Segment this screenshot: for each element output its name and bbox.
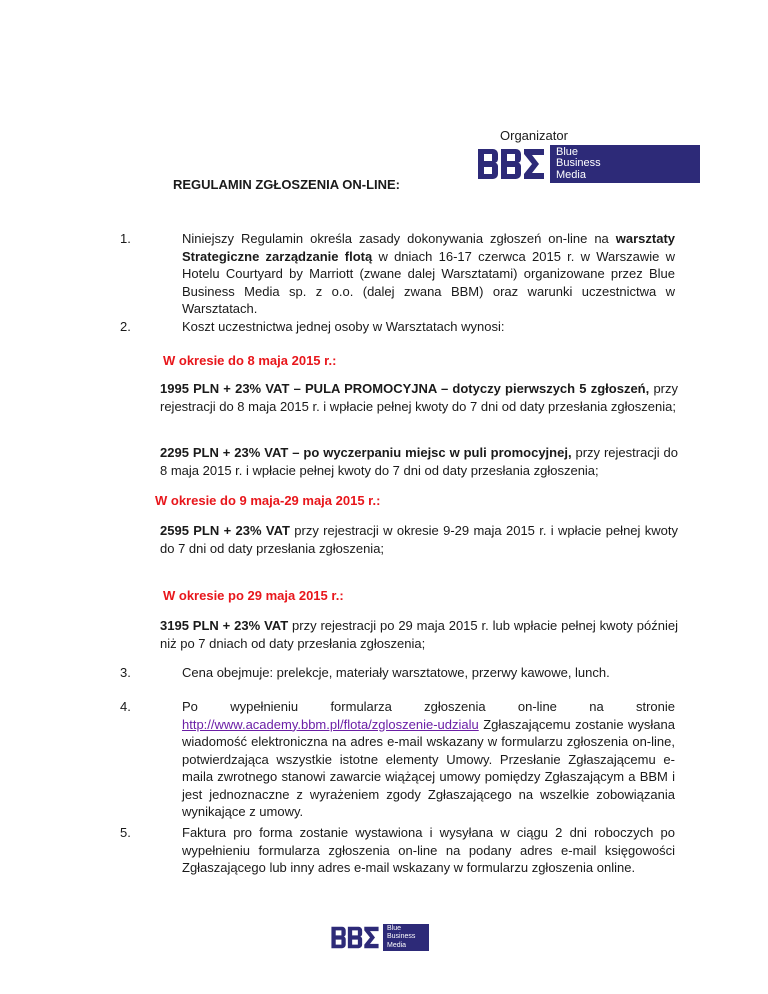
rule-text bbox=[182, 230, 675, 318]
price-details: przy rejestracji w okresie 9-29 maja 2015 r. i wpłacie pełnej kwoty do 7 dni od daty przesłania zgłoszenia; bbox=[160, 523, 678, 556]
bbm-logo-text bbox=[550, 145, 700, 183]
registration-link[interactable]: http://www.academy.bbm.pl/flota/zgloszenie-udzialu bbox=[182, 716, 479, 732]
price-highlight: 1995 PLN + 23% VAT – PULA PROMOCYJNA – dotyczy pierwszych 5 zgłoszeń, bbox=[160, 381, 650, 396]
price-option-4 bbox=[160, 617, 678, 652]
logo-line-business: Business bbox=[556, 157, 601, 170]
price-highlight: 3195 PLN + 23% VAT bbox=[160, 618, 289, 633]
logo-line-blue: Blue bbox=[556, 145, 579, 158]
bbm-logo-mark bbox=[472, 145, 550, 183]
rule-text: Koszt uczestnictwa jednej osoby w Warsztatach wynosi: bbox=[182, 319, 505, 334]
workshop-name: warsztaty Strategiczne zarządzanie flotą bbox=[182, 231, 675, 264]
period-heading-1: W okresie do 8 maja 2015 r.: bbox=[163, 353, 337, 368]
price-option-3 bbox=[160, 522, 678, 557]
logo-line-media: Media bbox=[387, 941, 407, 949]
rule-number: 2. bbox=[120, 319, 131, 334]
rule-number: 1. bbox=[120, 231, 131, 246]
rule-text bbox=[182, 698, 675, 821]
period-heading-3: W okresie po 29 maja 2015 r.: bbox=[163, 588, 344, 603]
price-details: przy rejestracji do 8 maja 2015 r. i wpłacie pełnej kwoty do 7 dni od daty przesłania zgłoszenia; bbox=[160, 381, 679, 414]
period-heading-2: W okresie do 9 maja-29 maja 2015 r.: bbox=[155, 493, 381, 508]
logo-line-business: Business bbox=[387, 933, 416, 941]
rule-number: 4. bbox=[120, 699, 131, 714]
document-title: REGULAMIN ZGŁOSZENIA ON-LINE: bbox=[173, 177, 401, 192]
rule-text-part: Zgłaszającemu zostanie wysłana wiadomość elektroniczna na adres e-mail wskazany w formularzu zgłoszenia on-line, potwierdzająca wszystkie istotne elementy Umowy. Przesłanie Zgłaszającemu e-maila zwrotnego stanowi zawarcie wiążącej umowy pomiędzy Zgłaszającym a BBM i jest jednoznaczne z wyrażeniem zgody Zgłaszającego na wszelkie zobowiązania wynikające z umowy. bbox=[182, 716, 675, 819]
rule-text: Faktura pro forma zostanie wystawiona i wysyłana w ciągu 2 dni roboczych po wypełnieniu formularza zgłoszenia on-line na podany adres e-mail księgowości Zgłaszającego lub inny adres e-mail wskazany w formularzu zgłoszenia online. bbox=[182, 825, 675, 875]
logo-line-media: Media bbox=[556, 168, 586, 181]
rule-number: 5. bbox=[120, 825, 131, 840]
price-option-1 bbox=[160, 380, 678, 415]
bbm-logo bbox=[472, 145, 700, 183]
price-highlight: 2595 PLN + 23% VAT bbox=[160, 523, 290, 538]
footer-bbm-logo bbox=[327, 924, 429, 951]
rule-text-part: w dniach 16-17 czerwca 2015 r. w Warszawie w Hotelu Courtyard by Marriott (zwane dalej Warsztatami) organizowane przez Blue Business Media sp. z o.o. (dalej zwana BBM) oraz warunki uczestnictwa w Warsztatach. bbox=[182, 248, 675, 316]
price-details: przy rejestracji do 8 maja 2015 r. i wpłacie pełnej kwoty do 7 dni od daty przesłania zgłoszenia; bbox=[160, 445, 678, 478]
rule-text-part: Po wypełnieniu formularza zgłoszenia on-line na stronie bbox=[182, 699, 675, 714]
price-details: przy rejestracji po 29 maja 2015 r. lub wpłacie pełnej kwoty później niż po 7 dniach od daty przesłania zgłoszenia; bbox=[160, 618, 678, 651]
footer-logo-text bbox=[383, 924, 429, 951]
logo-line-blue: Blue bbox=[387, 925, 402, 933]
footer-logo-mark bbox=[327, 924, 383, 951]
organizer-label: Organizator bbox=[500, 128, 568, 143]
rule-number: 3. bbox=[120, 665, 131, 680]
price-option-2 bbox=[160, 444, 678, 479]
rule-text-part: Niniejszy Regulamin określa zasady dokonywania zgłoszeń on-line na bbox=[182, 231, 616, 246]
rule-text: Cena obejmuje: prelekcje, materiały warsztatowe, przerwy kawowe, lunch. bbox=[182, 665, 610, 680]
price-highlight: 2295 PLN + 23% VAT – po wyczerpaniu miejsc w puli promocyjnej, bbox=[160, 445, 572, 460]
